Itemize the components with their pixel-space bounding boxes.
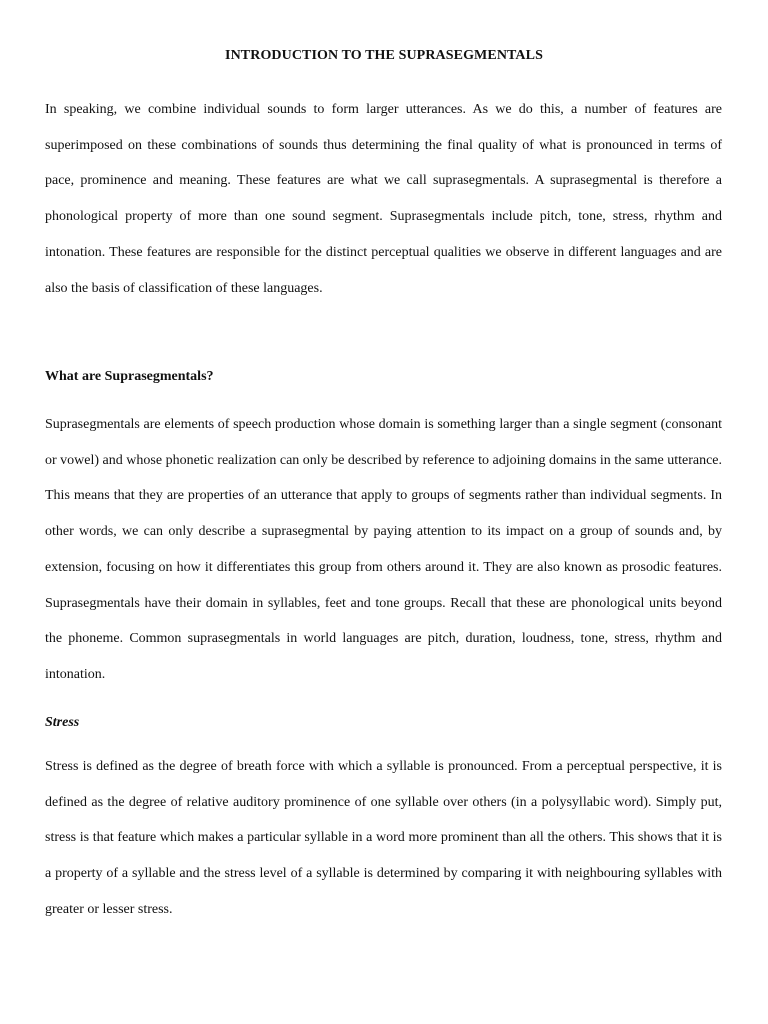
intro-paragraph: In speaking, we combine individual sounds to form larger utterances. As we do this, a number of features are superimposed on these combinations of sounds thus determining the final quality of what is pronounced in terms of pace, prominence and meaning. These features are what we call suprasegmentals. A suprasegmental is therefore a phonological property of more than one sound segment. Suprasegmentals include pitch, tone, stress, rhythm and intonation. These features are responsible for the distinct perceptual qualities we observe in different languages and are also the basis of classification of these languages. [45, 102, 722, 296]
section-heading-stress: Stress [45, 715, 80, 730]
page-title: INTRODUCTION TO THE SUPRASEGMENTALS [225, 48, 543, 63]
section-body-stress: Stress is defined as the degree of breath force with which a syllable is pronounced. From a perceptual perspective, it is defined as the degree of relative auditory prominence of one syllable over others (in a polysyllabic word). Simply put, stress is that feature which makes a particular syllable in a word more prominent than all the others. This shows that it is a property of a syllable and the stress level of a syllable is determined by comparing it with neighbouring syllables with greater or lesser stress. [45, 759, 722, 917]
section-heading-what-are-suprasegmentals: What are Suprasegmentals? [45, 369, 214, 384]
section-body-what-are-suprasegmentals: Suprasegmentals are elements of speech production whose domain is something larger than a single segment (consonant or vowel) and whose phonetic realization can only be described by reference to adjoining domains in the same utterance. This means that they are properties of an utterance that apply to groups of segments rather than individual segments. In other words, we can only describe a suprasegmental by paying attention to its impact on a group of sounds and, by extension, focusing on how it differentiates this group from others around it. They are also known as prosodic features. Suprasegmentals have their domain in syllables, feet and tone groups. Recall that these are phonological units beyond the phoneme. Common suprasegmentals in world languages are pitch, duration, loudness, tone, stress, rhythm and intonation. [45, 417, 722, 682]
